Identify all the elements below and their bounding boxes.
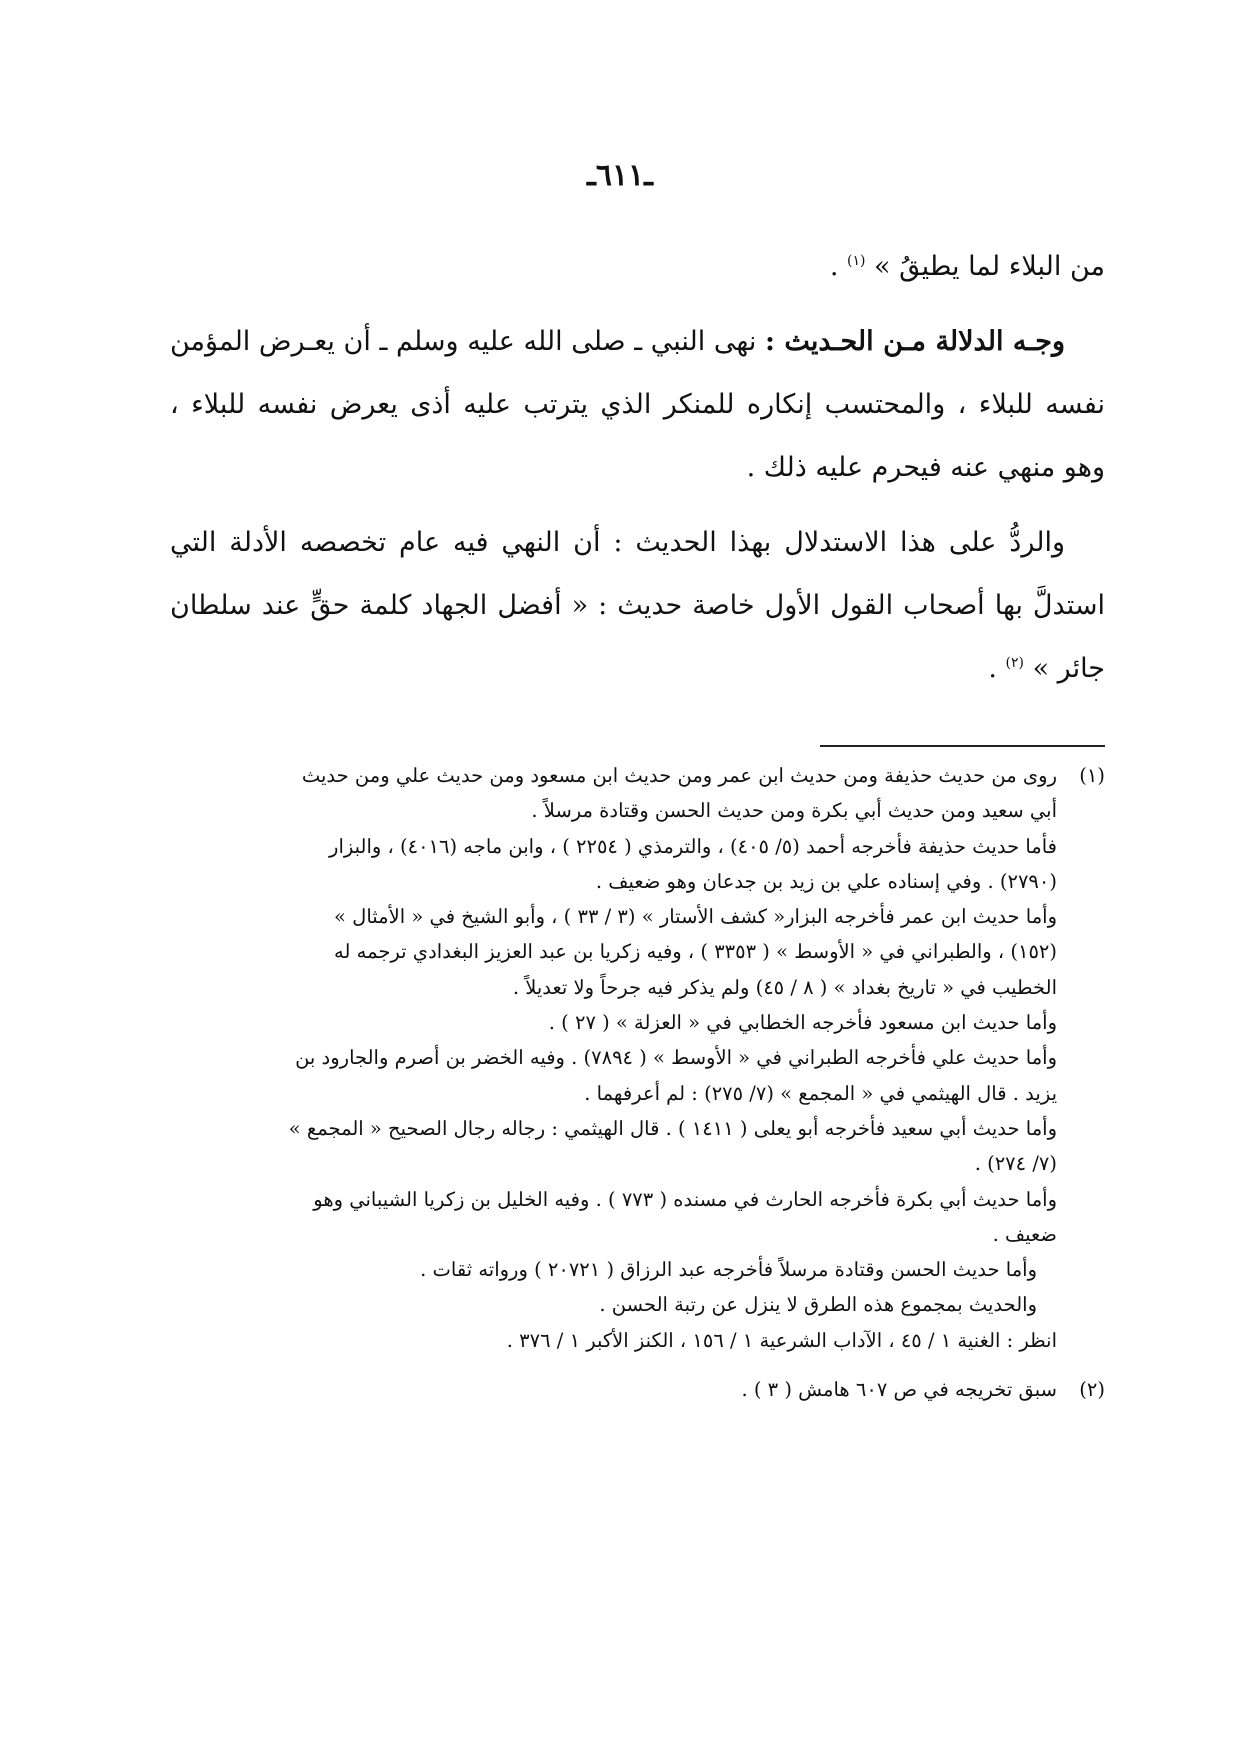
main-text [170, 235, 1105, 700]
footnote-1-number: (١) [1079, 764, 1105, 787]
page-number: ـ٦١١ـ [587, 158, 653, 193]
footnote-ref-1: (١) [847, 253, 866, 269]
paragraph-2-tail: . [988, 653, 1006, 684]
footnote-line: (٢٧٩٠) . وفي إسناده علي بن زيد بن جدعان وهو ضعيف . [595, 869, 1057, 893]
footnote-line: وأما حديث ابن مسعود فأخرجه الخطابي في « العزلة » ( ٢٧ ) . [548, 1011, 1057, 1035]
paragraph-1-text: نهى النبي ـ صلى الله عليه وسلم ـ أن يعـرض المؤمن نفسه للبلاء ، والمحتسب إنكاره للمنكر الذي يترتب عليه أذى يعرض نفسه للبلاء ، وهو منهي عنه فيحرم عليه ذلك . [170, 326, 1105, 483]
footnote-1 [170, 758, 1105, 1358]
footnote-line: وأما حديث ابن عمر فأخرجه البزار« كشف الأستار » (٣ / ٣٣ ) ، وأبو الشيخ في « الأمثال » [334, 905, 1057, 929]
footnote-2-number: (٢) [1079, 1378, 1105, 1402]
footnote-line: والحديث بمجموع هذه الطرق لا ينزل عن رتبة الحسن . [599, 1293, 1037, 1317]
paragraph-2-text: والردُّ على هذا الاستدلال بهذا الحديث : أن النهي فيه عام تخصصه الأدلة التي استدلَّ بها أصحاب القول الأول خاصة حديث : « أفضل الجهاد كلمة حقٍّ عند سلطان جائر » [170, 527, 1105, 684]
footnote-line: روى من حديث حذيفة ومن حديث ابن عمر ومن حديث ابن مسعود ومن حديث علي ومن حديث [301, 764, 1057, 787]
footnote-separator [820, 745, 1105, 747]
footnote-line: وأما حديث أبي بكرة فأخرجه الحارث في مسنده ( ٧٧٣ ) . وفيه الخليل بن زكريا الشيباني وهو [313, 1187, 1057, 1211]
paragraph-rebuttal [170, 511, 1105, 700]
footnote-2 [170, 1372, 1105, 1407]
body-line-0-text: من البلاء لما يطيقُ » [865, 251, 1105, 282]
footnote-line: فأما حديث حذيفة فأخرجه أحمد (٥/ ٤٠٥) ، والترمذي ( ٢٢٥٤ ) ، وابن ماجه (٤٠١٦) ، والبزار [329, 834, 1057, 858]
footnote-line: انظر : الغنية ١ / ٤٥ ، الآداب الشرعية ١ / ١٥٦ ، الكنز الأكبر ١ / ٣٧٦ . [506, 1328, 1057, 1352]
paragraph-evidence [170, 310, 1105, 499]
footnote-line: وأما حديث أبي سعيد فأخرجه أبو يعلى ( ١٤١١ ) . قال الهيثمي : رجاله رجال الصحيح « المجمع » [288, 1116, 1057, 1140]
footnote-line: (٧/ ٢٧٤) . [974, 1152, 1057, 1176]
footnote-2-text: سبق تخريجه في ص ٦٠٧ هامش ( ٣ ) . [741, 1378, 1057, 1402]
footnote-line: أبي سعيد ومن حديث أبي بكرة ومن حديث الحسن وقتادة مرسلاً . [531, 799, 1057, 823]
footnote-line: ضعيف . [992, 1222, 1057, 1246]
footnote-ref-2: (٢) [1005, 655, 1024, 671]
footnote-line: (١٥٢) ، والطبراني في « الأوسط » ( ٣٣٥٣ ) ، وفيه زكريا بن عبد العزيز البغدادي ترجمه له [334, 940, 1057, 964]
footnote-line: وأما حديث الحسن وقتادة مرسلاً فأخرجه عبد الرزاق ( ٢٠٧٢١ ) ورواته ثقات . [420, 1258, 1037, 1282]
body-line-continuation [170, 235, 1105, 298]
body-line-0-tail: . [829, 251, 847, 282]
paragraph-heading: وجـه الدلالة مـن الحـديث : [764, 326, 1066, 357]
footnote-line: وأما حديث علي فأخرجه الطبراني في « الأوسط » ( ٧٨٩٤) . وفيه الخضر بن أصرم والجارود بن [295, 1046, 1057, 1070]
footnote-line: الخطيب في « تاريخ بغداد » ( ٨ / ٤٥) ولم يذكر فيه جرحاً ولا تعديلاً . [512, 975, 1057, 999]
footnote-line: يزيد . قال الهيثمي في « المجمع » (٧/ ٢٧٥) : لم أعرفهما . [584, 1081, 1057, 1105]
footnotes [170, 758, 1105, 1407]
